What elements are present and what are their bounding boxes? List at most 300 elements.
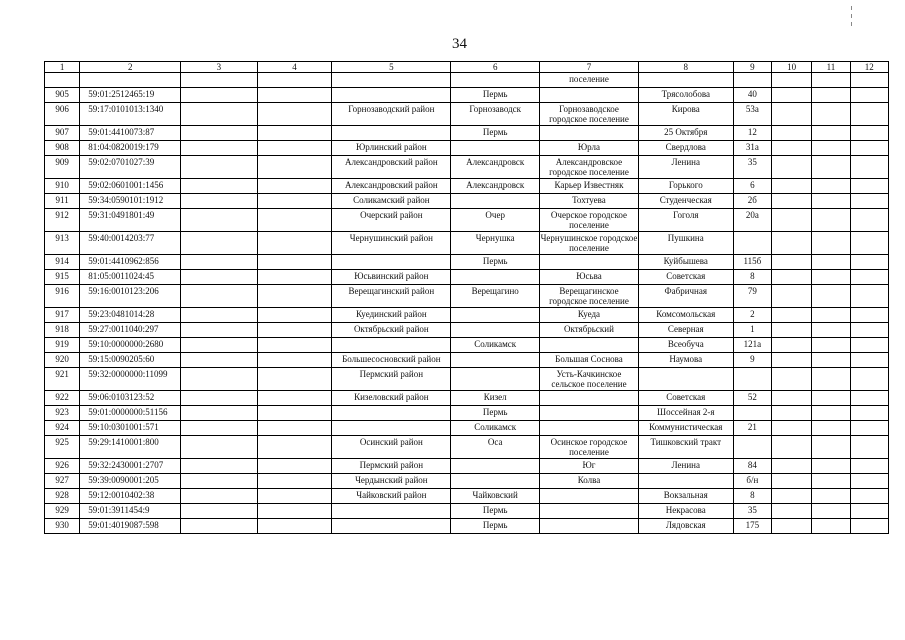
- column-header: 9: [733, 62, 771, 73]
- cadastral-number-cell: 59:01:4410073:87: [80, 126, 181, 141]
- house-number-cell: 2: [733, 308, 771, 323]
- table-cell: [257, 141, 332, 156]
- settlement-cell: Осинское городское поселение: [540, 436, 639, 459]
- city-cell: [451, 270, 540, 285]
- cadastral-number-cell: 59:16:0010123:206: [80, 285, 181, 308]
- table-cell: [80, 73, 181, 88]
- table-cell: [257, 504, 332, 519]
- table-cell: [771, 368, 811, 391]
- district-cell: [332, 504, 451, 519]
- street-cell: [638, 474, 733, 489]
- table-cell: [771, 436, 811, 459]
- street-cell: [638, 368, 733, 391]
- table-cell: [850, 323, 888, 338]
- table-cell: [181, 255, 258, 270]
- table-cell: [812, 474, 850, 489]
- table-cell: [181, 232, 258, 255]
- settlement-cell: Чернушинское городское поселение: [540, 233, 638, 253]
- table-cell: [771, 519, 811, 534]
- row-number-cell: 920: [45, 353, 80, 368]
- settlement-cell: [540, 519, 639, 534]
- street-cell: Пушкина: [638, 232, 733, 255]
- table-row: [45, 255, 889, 270]
- city-cell: Верещагино: [451, 285, 540, 308]
- table-cell: [850, 179, 888, 194]
- table-row: [45, 421, 889, 436]
- table-cell: [181, 474, 258, 489]
- city-cell: Пермь: [451, 255, 540, 270]
- cadastral-number-cell: 81:04:0820019:179: [80, 141, 181, 156]
- table-cell: [181, 141, 258, 156]
- table-cell: [812, 232, 850, 255]
- table-cell: [771, 194, 811, 209]
- settlement-cell: Октябрьский: [540, 323, 639, 338]
- table-cell: [850, 436, 888, 459]
- cadastral-number-cell: 59:06:0103123:52: [80, 391, 181, 406]
- district-cell: Осинский район: [332, 436, 451, 459]
- street-cell: Гоголя: [638, 209, 733, 232]
- table-row: [45, 179, 889, 194]
- district-cell: Чердынский район: [332, 474, 451, 489]
- street-cell: Советская: [638, 391, 733, 406]
- house-number-cell: 121а: [733, 338, 771, 353]
- district-cell: Кизеловский район: [332, 391, 451, 406]
- row-number-cell: 922: [45, 391, 80, 406]
- row-number-cell: 930: [45, 519, 80, 534]
- table-cell: [771, 232, 811, 255]
- settlement-cell: [540, 391, 639, 406]
- street-cell: Северная: [638, 323, 733, 338]
- page-number: 34: [452, 36, 467, 52]
- table-cell: [771, 73, 811, 88]
- district-cell: [332, 88, 451, 103]
- row-number-cell: 917: [45, 308, 80, 323]
- house-number-cell: б/н: [733, 474, 771, 489]
- table-cell: [850, 391, 888, 406]
- table-row: [45, 285, 889, 308]
- city-cell: [451, 353, 540, 368]
- district-cell: Чернушинский район: [332, 232, 451, 255]
- table-cell: [181, 308, 258, 323]
- table-cell: [771, 285, 811, 308]
- cadastral-number-cell: 59:15:0090205:60: [80, 353, 181, 368]
- table-row: [45, 323, 889, 338]
- table-cell: [771, 141, 811, 156]
- row-number-cell: 911: [45, 194, 80, 209]
- table-cell: [181, 421, 258, 436]
- table-cell: [257, 406, 332, 421]
- table-row: [45, 368, 889, 391]
- register-table: [44, 61, 889, 534]
- house-number-cell: [733, 368, 771, 391]
- table-cell: [812, 406, 850, 421]
- cadastral-number-cell: 59:10:0301001:571: [80, 421, 181, 436]
- cadastral-number-cell: 59:39:0090001:205: [80, 474, 181, 489]
- cadastral-number-cell: 59:02:0701027:39: [80, 156, 181, 179]
- row-number-cell: 921: [45, 368, 80, 391]
- city-cell: [451, 368, 540, 391]
- cadastral-number-cell: 59:01:2512465:19: [80, 88, 181, 103]
- table-cell: [771, 421, 811, 436]
- table-cell: [181, 519, 258, 534]
- table-cell: [771, 323, 811, 338]
- row-number-cell: 918: [45, 323, 80, 338]
- table-cell: [181, 391, 258, 406]
- row-number-cell: 928: [45, 489, 80, 504]
- city-cell: Чайковский: [451, 489, 540, 504]
- street-cell: Тишковский тракт: [638, 436, 733, 459]
- table-cell: [850, 255, 888, 270]
- column-number-row: [45, 62, 889, 73]
- table-cell: [812, 285, 850, 308]
- district-cell: Юрлинский район: [332, 141, 451, 156]
- district-cell: [332, 406, 451, 421]
- table-row: [45, 232, 889, 255]
- table-row: [45, 156, 889, 179]
- table-cell: [812, 459, 850, 474]
- table-cell: [257, 519, 332, 534]
- table-cell: [812, 141, 850, 156]
- table-cell: [181, 88, 258, 103]
- table-row: [45, 406, 889, 421]
- city-cell: [451, 459, 540, 474]
- table-cell: [257, 179, 332, 194]
- table-cell: [638, 73, 733, 88]
- district-cell: Очерский район: [332, 209, 451, 232]
- settlement-cell: Юрла: [540, 141, 639, 156]
- table-cell: [257, 232, 332, 255]
- table-row: [45, 308, 889, 323]
- house-number-cell: 2б: [733, 194, 771, 209]
- margin-mark: [851, 6, 852, 10]
- settlement-cell: Куеда: [540, 308, 639, 323]
- table-cell: [850, 194, 888, 209]
- table-cell: [850, 421, 888, 436]
- city-cell: Пермь: [451, 88, 540, 103]
- row-number-cell: 916: [45, 285, 80, 308]
- row-number-cell: 906: [45, 103, 80, 126]
- table-cell: [181, 489, 258, 504]
- table-cell: [771, 103, 811, 126]
- margin-mark: [851, 14, 852, 18]
- settlement-cell: [540, 489, 639, 504]
- table-cell: [257, 270, 332, 285]
- settlement-cell: [540, 255, 639, 270]
- house-number-cell: 40: [733, 88, 771, 103]
- district-cell: Горнозаводский район: [332, 103, 451, 126]
- table-cell: [257, 489, 332, 504]
- table-cell: [850, 209, 888, 232]
- table-cell: [771, 308, 811, 323]
- table-row: [45, 474, 889, 489]
- table-cell: [850, 232, 888, 255]
- table-row: [45, 88, 889, 103]
- street-cell: Фабричная: [638, 285, 733, 308]
- settlement-cell: [540, 421, 639, 436]
- street-cell: Студенческая: [638, 194, 733, 209]
- table-row: [45, 126, 889, 141]
- city-cell: Пермь: [451, 504, 540, 519]
- table-cell: [257, 421, 332, 436]
- house-number-cell: 6: [733, 179, 771, 194]
- cadastral-number-cell: 59:34:0590101:1912: [80, 194, 181, 209]
- table-cell: [850, 368, 888, 391]
- table-cell: [181, 126, 258, 141]
- table-cell: [771, 126, 811, 141]
- cadastral-number-cell: 59:31:0491801:49: [80, 209, 181, 232]
- house-number-cell: 31а: [733, 141, 771, 156]
- table-cell: [850, 338, 888, 353]
- settlement-cell: Верещагинское городское поселение: [540, 285, 639, 308]
- table-cell: [771, 474, 811, 489]
- table-cell: [257, 459, 332, 474]
- table-cell: [771, 270, 811, 285]
- cadastral-number-cell: 59:17:0101013:1340: [80, 103, 181, 126]
- table-cell: [451, 73, 540, 88]
- cadastral-number-cell: 59:12:0010402:38: [80, 489, 181, 504]
- row-number-cell: 908: [45, 141, 80, 156]
- settlement-cell: Тохтуева: [540, 194, 639, 209]
- table-cell: [812, 209, 850, 232]
- street-cell: Ленина: [638, 459, 733, 474]
- city-cell: Пермь: [451, 126, 540, 141]
- table-cell: [771, 406, 811, 421]
- table-row: [45, 194, 889, 209]
- column-header: 8: [638, 62, 733, 73]
- cadastral-number-cell: 81:05:0011024:45: [80, 270, 181, 285]
- table-cell: [181, 179, 258, 194]
- table-row: [45, 489, 889, 504]
- table-cell: [812, 179, 850, 194]
- street-cell: Некрасова: [638, 504, 733, 519]
- settlement-cell: Колва: [540, 474, 639, 489]
- street-cell: Шоссейная 2-я: [638, 406, 733, 421]
- column-header: 1: [45, 62, 80, 73]
- column-header: 12: [850, 62, 888, 73]
- district-cell: [332, 421, 451, 436]
- table-cell: [812, 126, 850, 141]
- district-cell: Верещагинский район: [332, 285, 451, 308]
- table-cell: [257, 88, 332, 103]
- table-row: [45, 459, 889, 474]
- row-number-cell: 914: [45, 255, 80, 270]
- table-cell: [257, 156, 332, 179]
- table-cell: [812, 270, 850, 285]
- column-header: 10: [771, 62, 811, 73]
- house-number-cell: 79: [733, 285, 771, 308]
- city-cell: [451, 474, 540, 489]
- table-cell: [181, 73, 258, 88]
- table-cell: [812, 353, 850, 368]
- settlement-cell: Юсьва: [540, 270, 639, 285]
- table-cell: [181, 504, 258, 519]
- table-cell: [733, 73, 771, 88]
- table-cell: [850, 519, 888, 534]
- cadastral-number-cell: 59:32:2430001:2707: [80, 459, 181, 474]
- settlement-cell: Очерское городское поселение: [540, 209, 639, 232]
- district-cell: [332, 255, 451, 270]
- table-cell: [850, 504, 888, 519]
- cadastral-number-cell: 59:01:0000000:51156: [80, 406, 181, 421]
- house-number-cell: 35: [733, 156, 771, 179]
- table-cell: [850, 459, 888, 474]
- table-cell: [771, 489, 811, 504]
- row-number-cell: 926: [45, 459, 80, 474]
- table-row: [45, 103, 889, 126]
- table-cell: [850, 353, 888, 368]
- table-cell: [257, 103, 332, 126]
- column-header: 4: [257, 62, 332, 73]
- cadastral-number-cell: 59:01:3911454:9: [80, 504, 181, 519]
- settlement-cell: Усть-Качкинское сельское поселение: [540, 368, 639, 391]
- row-number-cell: 915: [45, 270, 80, 285]
- street-cell: Горького: [638, 179, 733, 194]
- table-cell: [812, 194, 850, 209]
- row-number-cell: 927: [45, 474, 80, 489]
- district-cell: Пермский район: [332, 459, 451, 474]
- house-number-cell: 115б: [733, 255, 771, 270]
- table-cell: [181, 103, 258, 126]
- street-cell: Наумова: [638, 353, 733, 368]
- city-cell: Соликамск: [451, 338, 540, 353]
- table-cell: [850, 126, 888, 141]
- district-cell: Александровский район: [332, 156, 451, 179]
- table-cell: [850, 103, 888, 126]
- table-cell: [332, 73, 451, 88]
- table-cell: [812, 504, 850, 519]
- table-cell: [257, 353, 332, 368]
- district-cell: Чайковский район: [332, 489, 451, 504]
- row-number-cell: 913: [45, 232, 80, 255]
- street-cell: Свердлова: [638, 141, 733, 156]
- settlement-cell: поселение: [540, 73, 639, 88]
- city-cell: [451, 308, 540, 323]
- cadastral-number-cell: 59:32:0000000:11099: [80, 368, 181, 391]
- city-cell: Кизел: [451, 391, 540, 406]
- column-header: 5: [332, 62, 451, 73]
- table-cell: [257, 73, 332, 88]
- table-cell: [812, 73, 850, 88]
- settlement-cell: Александровское городское поселение: [540, 156, 639, 179]
- table-cell: [850, 474, 888, 489]
- cadastral-number-cell: 59:01:4410962:856: [80, 255, 181, 270]
- street-cell: Куйбышева: [638, 255, 733, 270]
- district-cell: Соликамский район: [332, 194, 451, 209]
- row-number-cell: 923: [45, 406, 80, 421]
- row-number-cell: 905: [45, 88, 80, 103]
- table-body: [45, 62, 889, 534]
- house-number-cell: 12: [733, 126, 771, 141]
- table-cell: [771, 209, 811, 232]
- city-cell: Соликамск: [451, 421, 540, 436]
- city-cell: Очер: [451, 209, 540, 232]
- table-cell: [181, 368, 258, 391]
- house-number-cell: 8: [733, 270, 771, 285]
- table-cell: [771, 353, 811, 368]
- street-cell: 25 Октября: [638, 126, 733, 141]
- table-cell: [812, 338, 850, 353]
- cadastral-number-cell: 59:40:0014203:77: [80, 232, 181, 255]
- district-cell: [332, 338, 451, 353]
- table-row: [45, 270, 889, 285]
- city-cell: [451, 323, 540, 338]
- table-row: [45, 436, 889, 459]
- row-number-cell: 912: [45, 209, 80, 232]
- street-cell: Ленина: [638, 156, 733, 179]
- table-cell: [812, 255, 850, 270]
- street-cell: Трясолобова: [638, 88, 733, 103]
- column-header: 7: [540, 62, 639, 73]
- house-number-cell: 52: [733, 391, 771, 406]
- table-cell: [181, 270, 258, 285]
- table-cell: [257, 126, 332, 141]
- table-cell: [850, 406, 888, 421]
- city-cell: Горнозаводск: [451, 103, 540, 126]
- table-cell: [257, 209, 332, 232]
- table-cell: [181, 436, 258, 459]
- table-cell: [771, 391, 811, 406]
- table-cell: [812, 368, 850, 391]
- table-row: [45, 391, 889, 406]
- cadastral-number-cell: 59:29:1410001:800: [80, 436, 181, 459]
- settlement-cell: [540, 126, 639, 141]
- street-cell: Комсомольская: [638, 308, 733, 323]
- row-number-cell: 910: [45, 179, 80, 194]
- table-cell: [257, 368, 332, 391]
- table-cell: [771, 338, 811, 353]
- street-cell: Вокзальная: [638, 489, 733, 504]
- city-cell: Пермь: [451, 519, 540, 534]
- table-cell: [257, 194, 332, 209]
- settlement-cell: [540, 88, 639, 103]
- table-cell: [812, 103, 850, 126]
- table-cell: [771, 255, 811, 270]
- table-cell: [257, 436, 332, 459]
- settlement-cell: Горнозаводское городское поселение: [540, 103, 639, 126]
- district-cell: Пермский район: [332, 368, 451, 391]
- district-cell: Большесосновский район: [332, 353, 451, 368]
- row-number-cell: 924: [45, 421, 80, 436]
- table-cell: [257, 255, 332, 270]
- house-number-cell: 175: [733, 519, 771, 534]
- city-cell: [451, 194, 540, 209]
- cadastral-number-cell: 59:27:0011040:297: [80, 323, 181, 338]
- district-cell: [332, 126, 451, 141]
- table-row: [45, 209, 889, 232]
- street-cell: Лядовская: [638, 519, 733, 534]
- table-cell: [181, 285, 258, 308]
- column-header: 6: [451, 62, 540, 73]
- house-number-cell: [733, 232, 771, 255]
- house-number-cell: 35: [733, 504, 771, 519]
- table-cell: [850, 141, 888, 156]
- cadastral-number-cell: 59:02:0601001:1456: [80, 179, 181, 194]
- table-cell: [181, 156, 258, 179]
- table-cell: [812, 519, 850, 534]
- table-cell: [850, 308, 888, 323]
- cadastral-number-cell: 59:23:0481014:28: [80, 308, 181, 323]
- column-header: 3: [181, 62, 258, 73]
- table-cell: [181, 338, 258, 353]
- table-cell: [812, 436, 850, 459]
- cadastral-number-cell: 59:01:4019087:598: [80, 519, 181, 534]
- street-cell: Всеобуча: [638, 338, 733, 353]
- settlement-cell: [540, 504, 639, 519]
- house-number-cell: 53а: [733, 103, 771, 126]
- settlement-cell: Юг: [540, 459, 639, 474]
- settlement-cell: Большая Соснова: [540, 353, 639, 368]
- table-cell: [850, 489, 888, 504]
